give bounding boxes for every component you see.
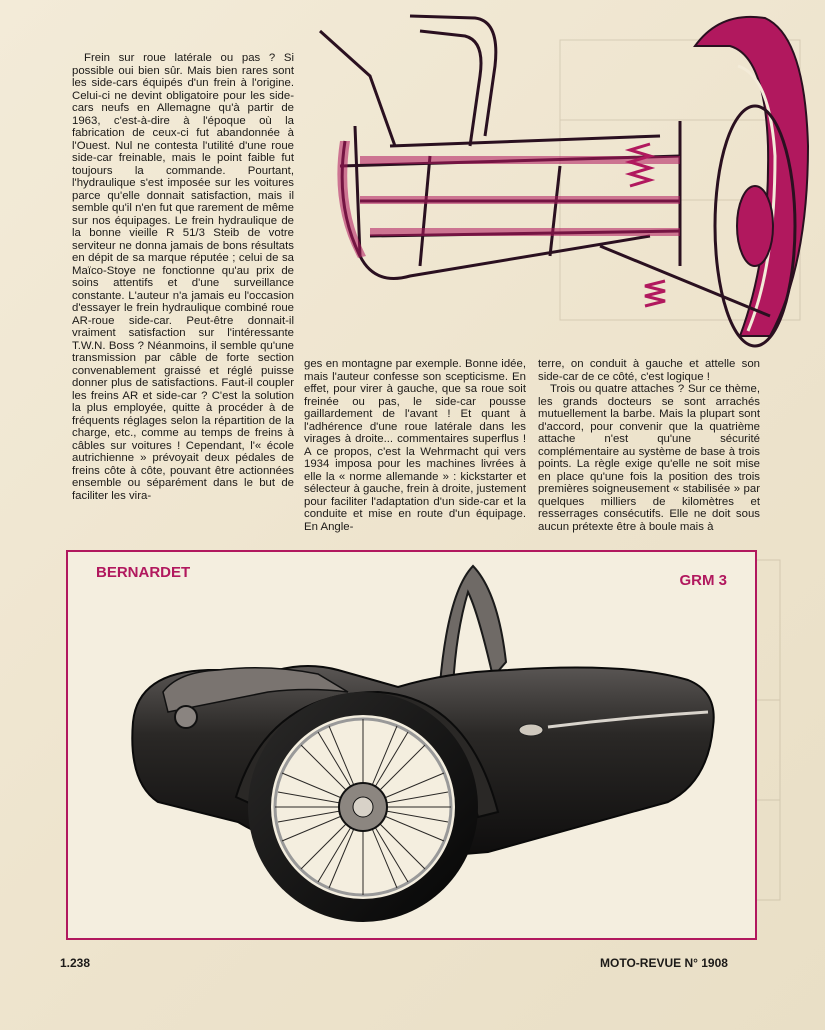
brand-label: BERNARDET: [96, 564, 191, 581]
text-column-1: [72, 52, 294, 502]
sidecar-photo: [68, 552, 755, 938]
side-lamp: [175, 706, 197, 728]
text-column-3: [538, 358, 760, 533]
windscreen: [440, 566, 506, 687]
sidecar-wheel: [248, 692, 478, 922]
model-label: GRM 3: [679, 572, 727, 589]
wheel-mudguard: [695, 17, 808, 346]
paragraph: ges en montagne par exemple. Bonne idée, mais l'auteur confesse son scepticisme. En effet, pour virer à gauche, que sa roue soit freinée ou pas, le side-car pousse gaillardement de l'avant ! Et quant à l'adhérence d'une roue latérale dans les virages à droite... commentaires superflus ! A ce propos, c'est la Wehrmacht qui vers 1934 imposa pour les machines livrées à elle la « norme allemande » : kickstarter et sélecteur à gauche, frein à droite, justement pour faciliter l'adaptation d'un side-car et la conduite et mise en route d'un équipage. En Angle-: [304, 358, 526, 533]
frame-tubes: [320, 16, 770, 316]
page-number: 1.238: [60, 956, 91, 970]
magazine-issue: MOTO-REVUE N° 1908: [600, 956, 728, 970]
paragraph: Trois ou quatre attaches ? Sur ce thème, les grands docteurs se sont arrachés mutuellement la barbe. Mais la plupart sont d'accord, pour convenir que la quatrième attache n'est qu'une sécurité complémentaire au système de base à trois points. La règle exige qu'elle ne soit mise en place qu'une fois la position des trois premières soigneusement « stabilisée » par quelques milliers de kilomètres et resserrages consécutifs. Elle ne doit sous aucun prétexte être à boule mais à: [538, 383, 760, 533]
suspension-spring: [630, 144, 665, 306]
badge-emblem: [519, 724, 543, 736]
paragraph: terre, on conduit à gauche et attelle son side-car de ce côté, c'est logique !: [538, 358, 760, 383]
chassis-drawing: [300, 6, 820, 356]
text-column-2: [304, 358, 526, 533]
paragraph: Frein sur roue latérale ou pas ? Si possible oui bien sûr. Mais bien rares sont les side-cars équipés d'un frein à l'origine. Celui-ci ne devint obligatoire pour les side-cars neufs en Allemagne qu'à partir de 1963, c'est-à-dire à l'époque où la fabrication de ceux-ci fut abandonnée à l'Ouest. Nul ne contesta l'utilité d'une roue side-car freinable, mais le point faible fut toujours la commande. Pourtant, l'hydraulique s'est imposée sur les voitures parce qu'elle donnait satisfaction, mais il semble qu'il n'en fut que rarement de même sur nos équipages. Le frein hydraulique de la bonne vieille R 51/3 Steib de votre serviteur ne donna jamais de bons résultats en dépit de sa marque réputée ; celui de sa Maïco-Stoye ne fonctionne qu'au prix de soins attentifs et d'une surveillance constante. L'auteur n'a jamais eu l'occasion d'essayer le frein hydraulique combiné roue AR-roue side-car. Peut-être donnait-il vraiment satisfaction sur l'intéressante T.W.N. Boss ? Néanmoins, il semble qu'une transmission par câble de forte section convenablement graissé et réglé puisse donner plus de satisfactions. Faut-il coupler les freins AR et side-car ? C'est la solution la plus employée, quitte à procéder à de fréquents réglages selon la répartition de la charge, etc., comme au temps de freins à câbles sur voitures ! Cependant, l'« école autrichienne » prévoyait deux pédales de freins côte à côte, pouvant être actionnées ensemble ou séparément dans le but de faciliter les vira-: [72, 52, 294, 502]
sidecar-photo-frame: [66, 550, 757, 940]
